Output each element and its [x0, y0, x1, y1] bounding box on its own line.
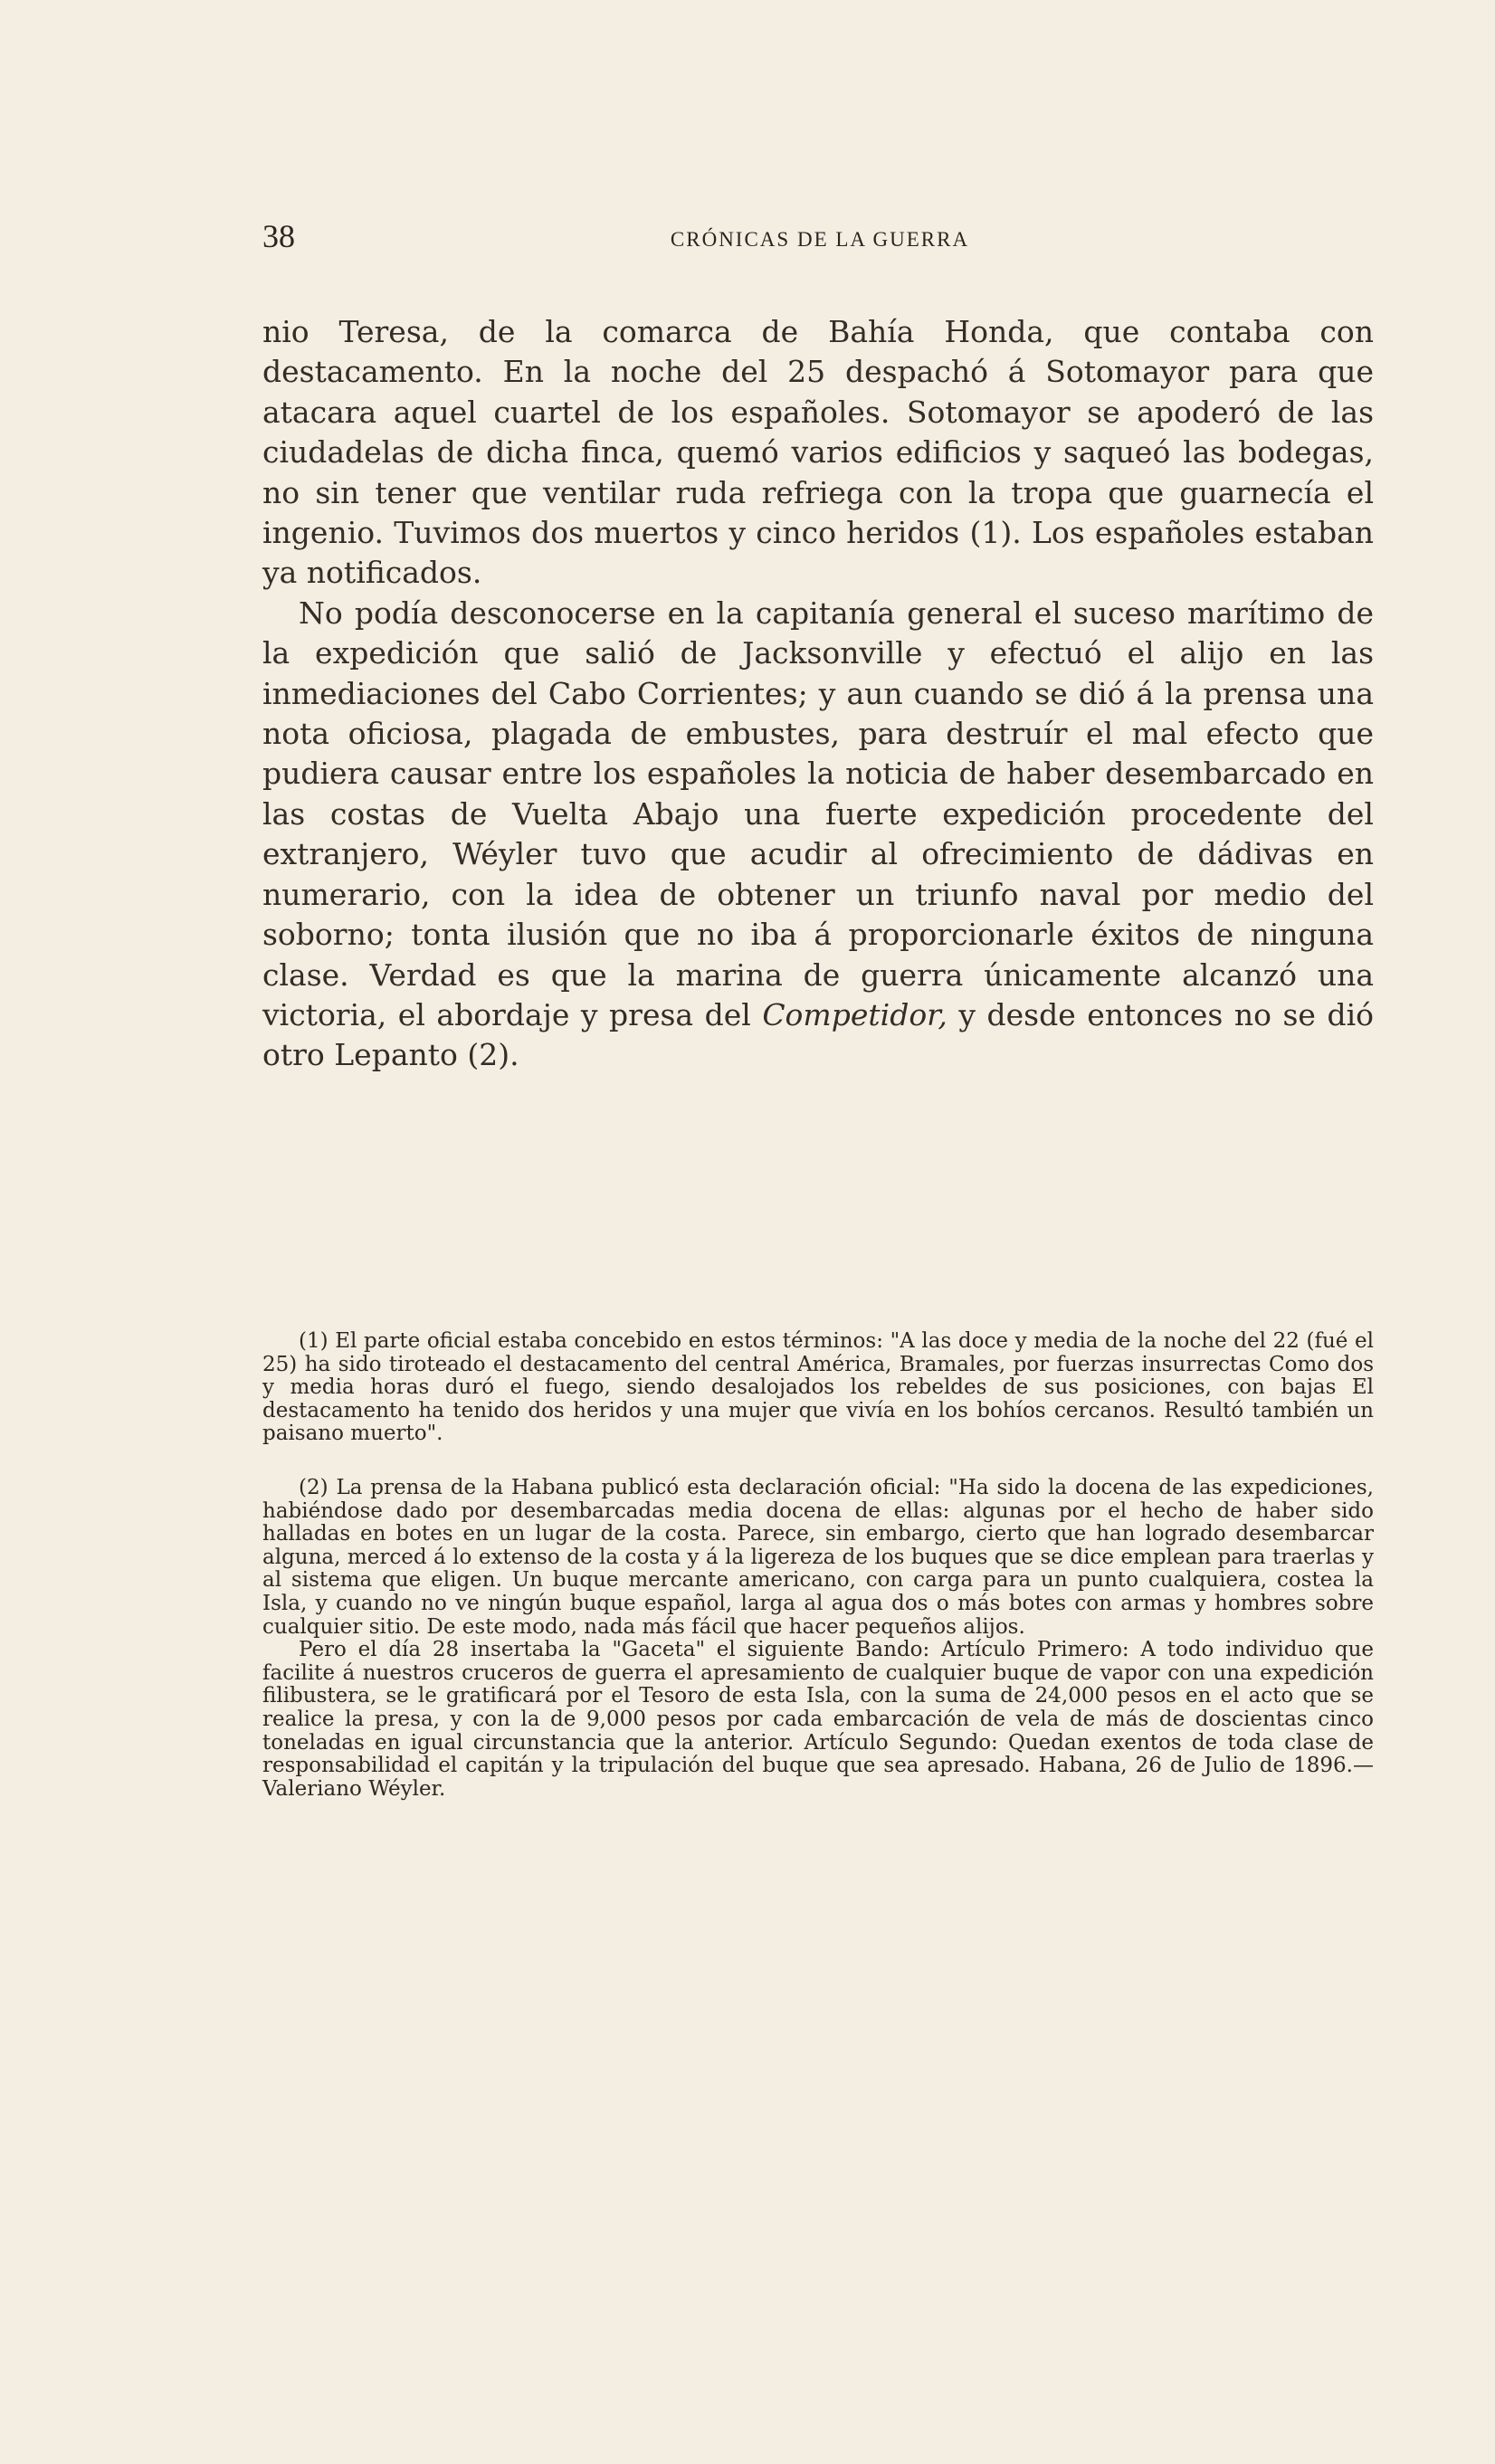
footnote-2: (2) La prensa de la Habana publicó esta declaración oficial: "Ha sido la docena de las expediciones, habiéndose dado por desembarcadas media docena de ellas: algunas por el hecho de haber sido halladas en botes en un lugar de la costa. Parece, sin embargo, cierto que han logrado desembarcar alguna, merced á lo extenso de la costa y á la ligereza de los buques que se dice emplean para traerlas y al sistema que eligen. Un buque mercante americano, con carga para un punto cualquiera, costea la Isla, y cuando no ve ningún buque español, larga al agua dos o más botes con armas y hombres sobre cualquier sitio. De este modo, nada más fácil que hacer pequeños alijos. [262, 1475, 1374, 1639]
ship-name-italic: Competidor, [762, 996, 947, 1032]
paragraph-2-end: y desde entonces no se dió otro Lepanto (2). [262, 996, 1374, 1073]
page-header [262, 217, 1377, 262]
paragraph-2 [262, 594, 1374, 1076]
running-head: CRÓNICAS DE LA GUERRA [670, 228, 970, 251]
paragraph-1: nio Teresa, de la comarca de Bahía Honda, que contaba con destacamento. En la noche del 25 despachó á Sotomayor para que atacara aquel cuartel de los españoles. Sotomayor se apoderó de las ciudadelas de dicha finca, quemó varios edificios y saqueó las bodegas, no sin tener que ventilar ruda refriega con la tropa que guarnecía el ingenio. Tuvimos dos muertos y cinco heridos (1). Los españoles estaban ya notificados. [262, 314, 1374, 591]
paragraph-2-text: No podía desconocerse en la capitanía general el suceso marítimo de la expedición que salió de Jacksonville y efectuó el alijo en las inmediaciones del Cabo Corrientes; y aun cuando se dió á la prensa una nota oficiosa, plagada de embustes, para destruír el mal efecto que pudiera causar entre los españoles la noticia de haber desembarcado en las costas de Vuelta Abajo una fuerte expedición procedente del extranjero, Wéyler tuvo que acudir al ofrecimiento de dádivas en numerario, con la idea de obtener un triunfo naval por medio del soborno; tonta ilusión que no iba á proporcionarle éxitos de ninguna clase. Verdad es que la marina de guerra únicamente alcanzó una victoria, el abordaje y presa del [262, 595, 1374, 1032]
page-number: 38 [262, 218, 295, 254]
body-text [262, 312, 1374, 1076]
footnote-1: (1) El parte oficial estaba concebido en estos términos: "A las doce y media de la noche del 22 (fué el 25) ha sido tiroteado el destacamento del central América, Bramales, por fuerzas insurrectas Como dos y media horas duró el fuego, siendo desalojados los rebeldes de sus posiciones, con bajas El destacamento ha tenido dos heridos y una mujer que vivía en los bohíos cercanos. Resultó también un paisano muerto". [262, 1329, 1374, 1446]
footnotes [262, 1330, 1374, 1801]
footnote-2-continued: Pero el día 28 insertaba la "Gaceta" el siguiente Bando: Artículo Primero: A todo individuo que facilite á nuestros cruceros de guerra el apresamiento de cualquier buque de vapor con una expedición filibustera, se le gratificará por el Tesoro de esta Isla, con la suma de 24,000 pesos en el acto que se realice la presa, y con la de 9,000 pesos por cada embarcación de vela de más de doscientas cinco toneladas en igual circunstancia que la anterior. Artículo Segundo: Quedan exentos de toda clase de responsabilidad el capitán y la tripulación del buque que sea apresado. Habana, 26 de Julio de 1896.—Valeriano Wéyler. [262, 1638, 1374, 1801]
